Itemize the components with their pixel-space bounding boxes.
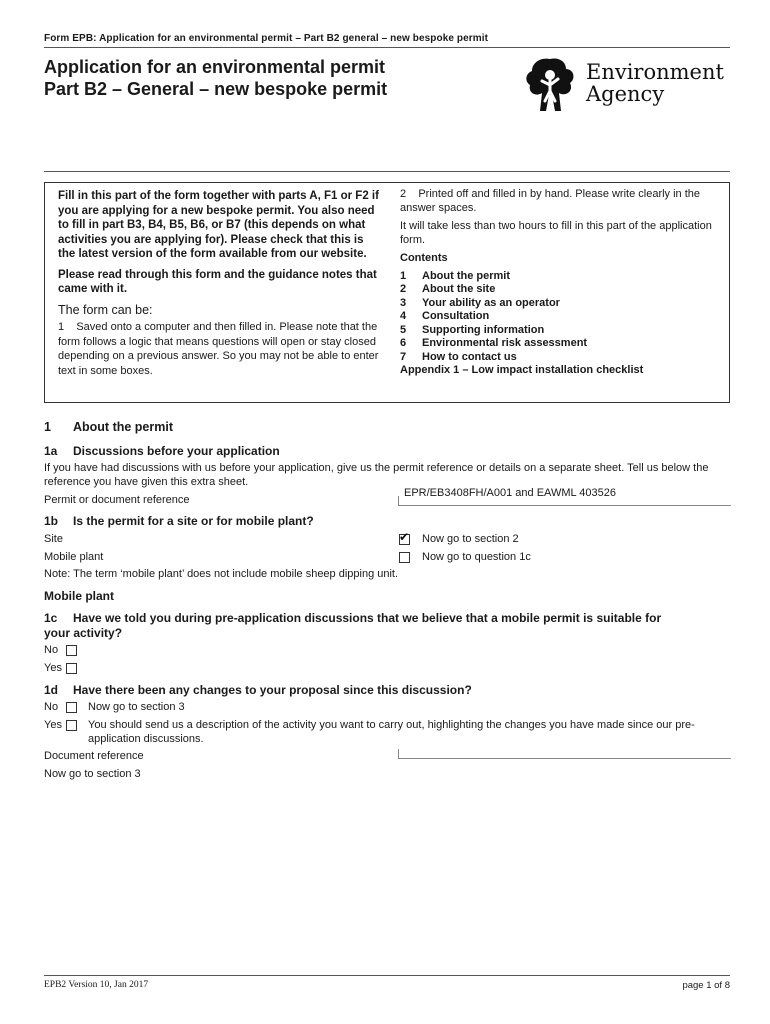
contents-appendix[interactable]: Appendix 1 – Low impact installation checklist: [400, 364, 644, 376]
q1a-number: 1a: [44, 444, 58, 458]
q1c-title: Have we told you during pre-application discussions that we believe that a mobile permit is suitable for: [73, 611, 662, 625]
q1c-number: 1c: [44, 611, 58, 625]
q1b-title: Is the permit for a site or for mobile plant?: [73, 514, 314, 528]
q1d-yes-text-cont: application discussions.: [88, 733, 204, 745]
document-reference-field[interactable]: [398, 749, 731, 759]
intro-right-column: [400, 188, 722, 378]
q1d-no-checkbox[interactable]: [66, 702, 77, 713]
section-1-title: About the permit: [73, 420, 173, 434]
intro-left-column: [58, 189, 380, 378]
q1c-no-checkbox[interactable]: [66, 645, 77, 656]
q1d-doc-ref-label: Document reference: [44, 750, 144, 762]
contents-title: Contents: [400, 252, 448, 264]
q1b-mobile-label: Mobile plant: [44, 551, 104, 563]
title-line2: Part B2 – General – new bespoke permit: [44, 79, 388, 99]
permit-reference-value: EPR/EB3408FH/A001 and EAWML 403526: [404, 487, 616, 499]
header-rule: [44, 47, 730, 48]
q1a-text: If you have had discussions with us before your application, give us the permit reference or details on a separate sheet. Tell us below the reference you have given this extra sheet.: [44, 462, 709, 488]
q1b-site-label: Site: [44, 533, 63, 545]
mobile-plant-checkbox[interactable]: [399, 552, 410, 563]
q1d-no-label: No: [44, 701, 59, 713]
contents-item[interactable]: 7 How to contact us: [400, 350, 517, 363]
q1b-mobile-next: Now go to question 1c: [422, 551, 531, 563]
form-header: Form EPB: Application for an environmental permit – Part B2 general – new bespoke permit: [44, 33, 489, 44]
logo-line1: Environment: [586, 60, 724, 84]
q1d-next: Now go to section 3: [44, 768, 141, 780]
q1d-yes-checkbox[interactable]: [66, 720, 77, 731]
contents-item[interactable]: 6 Environmental risk assessment: [400, 337, 588, 349]
contents-item[interactable]: 2 About the site: [400, 283, 496, 295]
intro-option-1: 1 Saved onto a computer and then filled in. Please note that the form follows a logic that means questions will open or stay closed depending on a previous answer. So you may not be able to enter text in some boxes.: [58, 321, 382, 377]
q1b-site-next: Now go to section 2: [422, 533, 519, 545]
contents-item[interactable]: 1 About the permit: [400, 269, 510, 282]
site-checkbox[interactable]: [399, 534, 410, 545]
q1d-title: Have there been any changes to your proposal since this discussion?: [73, 683, 472, 697]
footer-version: EPB2 Version 10, Jan 2017: [44, 980, 149, 990]
contents-item[interactable]: 5 Supporting information: [400, 323, 545, 336]
logo-text: [586, 61, 724, 105]
intro-read: Please read through this form and the guidance notes that came with it.: [58, 268, 377, 295]
tree-person-icon: [522, 55, 578, 115]
intro-form-can-be: The form can be:: [58, 302, 153, 317]
intro-box: [44, 182, 730, 403]
mobile-plant-heading: Mobile plant: [44, 589, 114, 603]
q1b-number: 1b: [44, 514, 59, 528]
q1c-yes-checkbox[interactable]: [66, 663, 77, 674]
logo-line2: Agency: [586, 82, 665, 106]
q1c-yes-label: Yes: [44, 662, 62, 674]
title-line1: Application for an environmental permit: [44, 57, 386, 77]
contents-item[interactable]: 3 Your ability as an operator: [400, 296, 560, 309]
q1a-title: Discussions before your application: [73, 444, 280, 458]
title-rule: [44, 171, 730, 172]
intro-lead: Fill in this part of the form together with parts A, F1 or F2 if you are applying for a new bespoke permit. You also need to fill in part B3, B4, B5, B6, or B7 (this depends on what activities you are applying for). Please check that this is the latest version of the form available from our website.: [58, 190, 379, 260]
intro-option-2: 2 Printed off and filled in by hand. Please write clearly in the answer spaces.: [400, 188, 704, 214]
section-1-number: 1: [44, 420, 51, 434]
q1c-no-label: No: [44, 644, 59, 656]
q1a-field-label: Permit or document reference: [44, 494, 190, 506]
q1c-title-cont: your activity?: [44, 626, 123, 640]
footer-page-number: page 1 of 8: [682, 980, 730, 991]
intro-time: It will take less than two hours to fill in this part of the application form.: [400, 220, 712, 246]
q1d-yes-label: Yes: [44, 719, 62, 731]
environment-agency-logo: [522, 55, 732, 115]
footer-rule: [44, 975, 730, 976]
q1b-note: Note: The term ‘mobile plant’ does not include mobile sheep dipping unit.: [44, 568, 399, 580]
q1d-yes-text: You should send us a description of the activity you want to carry out, highlighting the changes you have made since our pre-: [88, 719, 695, 731]
q1d-number: 1d: [44, 683, 59, 697]
contents-item[interactable]: 4 Consultation: [400, 310, 490, 322]
page-title: [44, 56, 484, 100]
contents-list: [400, 270, 722, 378]
q1d-no-next: Now go to section 3: [88, 701, 185, 713]
